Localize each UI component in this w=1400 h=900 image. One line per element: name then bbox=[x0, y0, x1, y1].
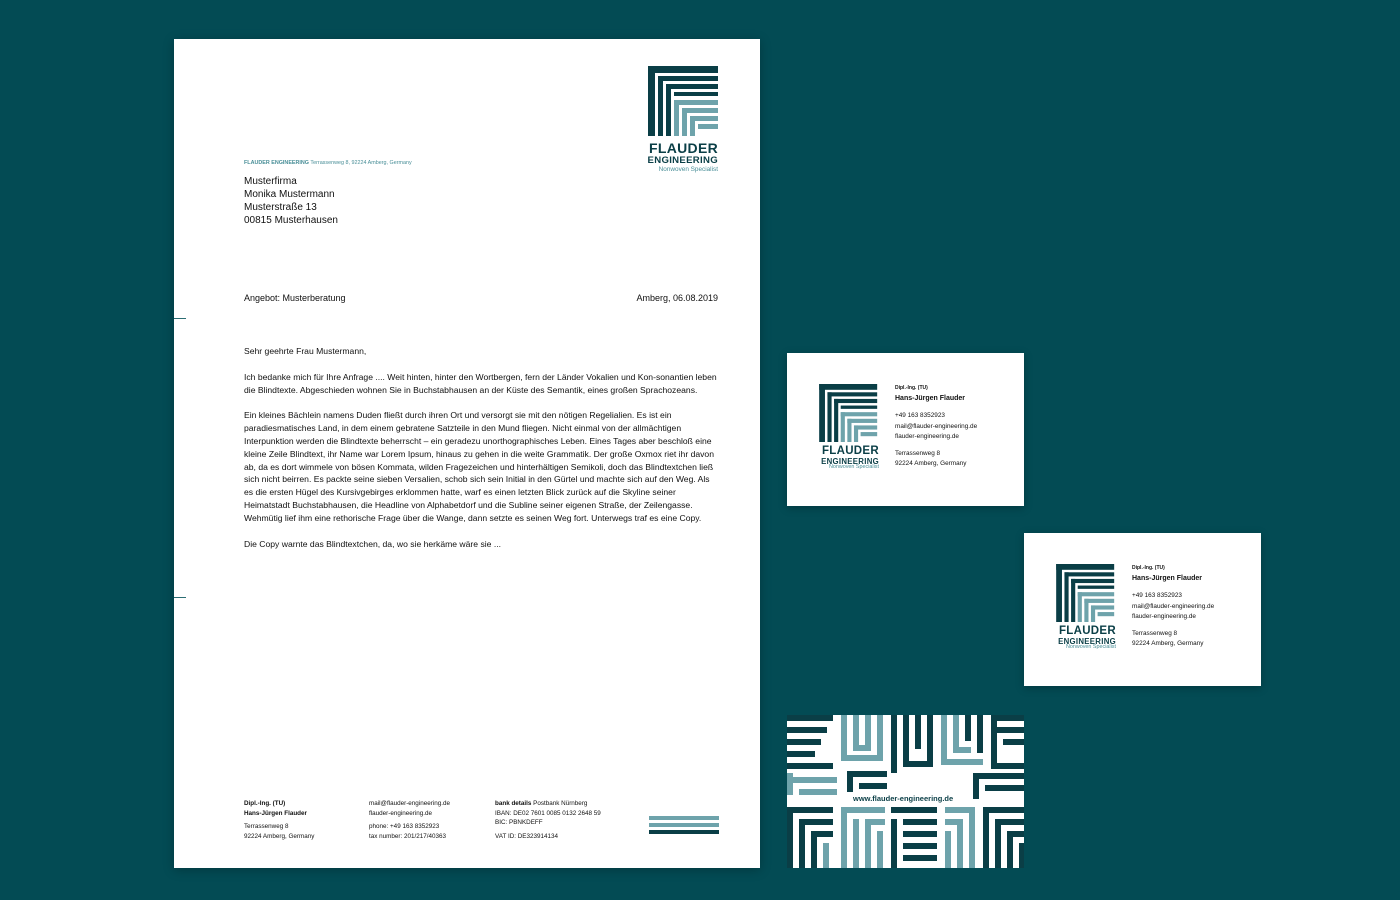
logo-line-3: Nonwoven Specialist bbox=[1065, 644, 1116, 651]
recipient-address bbox=[244, 175, 338, 227]
card-name: Hans-Jürgen Flauder bbox=[895, 394, 966, 402]
footer-tax: tax number: 201/217/40363 bbox=[369, 832, 447, 840]
card-email: mail@flauder-engineering.de bbox=[1132, 602, 1215, 610]
card-name: Hans-Jürgen Flauder bbox=[1132, 574, 1203, 582]
flauder-logo-mark bbox=[1056, 564, 1116, 622]
letterhead-sheet bbox=[174, 39, 760, 868]
footer-street: Terrassenweg 8 bbox=[244, 823, 289, 831]
footer-bic: BIC: PBNKDEFF bbox=[495, 819, 543, 827]
salutation: Sehr geehrte Frau Mustermann, bbox=[244, 346, 367, 356]
business-card-front bbox=[1024, 533, 1261, 686]
sender-name: FLAUDER ENGINEERING bbox=[244, 160, 309, 166]
footer-web: flauder-engineering.de bbox=[369, 809, 433, 817]
logo-wordmark bbox=[817, 446, 879, 471]
letter-body bbox=[244, 345, 718, 563]
footer-title: Dipl.-Ing. (TU) bbox=[244, 800, 286, 807]
letter-date: Amberg, 06.08.2019 bbox=[636, 293, 718, 303]
footer-bank-label: bank details bbox=[495, 800, 532, 807]
logo-line-2: ENGINEERING bbox=[1058, 636, 1116, 646]
flauder-logo-mark bbox=[648, 66, 720, 136]
logo-line-1: FLAUDER bbox=[821, 445, 879, 457]
footer-bank bbox=[495, 799, 601, 841]
footer-city: 92224 Amberg, Germany bbox=[244, 832, 315, 840]
footer-stripes-mark bbox=[649, 816, 719, 839]
card-city: 92224 Amberg, Germany bbox=[1132, 640, 1204, 647]
sender-address: Terrassenweg 8, 92224 Amberg, Germany bbox=[310, 160, 412, 166]
card-web: flauder-engineering.de bbox=[895, 433, 959, 440]
logo-line-2: ENGINEERING bbox=[821, 456, 879, 466]
body-paragraph: Die Copy warnte das Blindtextchen, da, wo sie herkäme wäre sie ... bbox=[244, 538, 501, 549]
recipient-city: 00815 Musterhausen bbox=[244, 215, 338, 226]
card-title: Dipl.-Ing. (TU) bbox=[895, 385, 928, 391]
card-street: Terrassenweg 8 bbox=[1132, 629, 1178, 637]
footer-bank-name: Postbank Nürnberg bbox=[533, 800, 588, 807]
footer-phone: phone: +49 163 8352923 bbox=[369, 823, 440, 831]
card-phone: +49 163 8352923 bbox=[1132, 592, 1182, 599]
footer-communication bbox=[369, 799, 450, 841]
logo-line-3: Nonwoven Specialist bbox=[828, 464, 879, 471]
recipient-street: Musterstraße 13 bbox=[244, 202, 317, 213]
card-phone: +49 163 8352923 bbox=[895, 412, 945, 419]
recipient-company: Musterfirma bbox=[244, 176, 297, 187]
fold-mark bbox=[174, 318, 186, 319]
sender-line bbox=[244, 160, 412, 166]
body-paragraph: Ich bedanke mich für Ihre Anfrage .... Weit hinten, hinter den Wortbergen, fern der Länder Vokalien und Kon-sonantien leben die Blindtexte. Abgeschieden wohnen Sie in Buchstabhausen an der Küste des Semantik, eines großen Sprachozeans. bbox=[244, 371, 717, 395]
card-details bbox=[895, 383, 977, 470]
flauder-logo-mark bbox=[819, 384, 879, 442]
footer-vat: VAT ID: DE323914134 bbox=[495, 832, 559, 840]
footer-iban: IBAN: DE02 7601 0085 0132 2648 59 bbox=[495, 809, 601, 817]
business-card-front bbox=[787, 353, 1024, 506]
logo-line-2: ENGINEERING bbox=[647, 155, 718, 166]
logo-line-1: FLAUDER bbox=[649, 140, 718, 156]
footer-contact bbox=[244, 799, 314, 841]
logo-wordmark bbox=[648, 141, 718, 173]
recipient-name: Monika Mustermann bbox=[244, 189, 335, 200]
logo-line-1: FLAUDER bbox=[1058, 625, 1116, 637]
card-details bbox=[1132, 563, 1214, 650]
card-web: flauder-engineering.de bbox=[1132, 613, 1196, 620]
card-city: 92224 Amberg, Germany bbox=[895, 460, 967, 467]
letter-subject: Angebot: Musterberatung bbox=[244, 293, 346, 303]
card-email: mail@flauder-engineering.de bbox=[895, 422, 978, 430]
card-website-label: www.flauder-engineering.de bbox=[847, 792, 959, 805]
footer-email: mail@flauder-engineering.de bbox=[369, 800, 450, 807]
logo-wordmark bbox=[1054, 626, 1116, 651]
card-title: Dipl.-Ing. (TU) bbox=[1132, 565, 1165, 571]
card-street: Terrassenweg 8 bbox=[895, 449, 941, 457]
footer-name: Hans-Jürgen Flauder bbox=[244, 809, 307, 817]
body-paragraph: Ein kleines Bächlein namens Duden fließt durch ihren Ort und versorgt sie mit den nötigen Regelialien. Es ist ein paradiesmatisches Land, in dem einem gebratene Satzteile in den Mund fliegen. Nicht einmal von der allmächtigen Interpunktion werden die Blindtexte beherrscht – ein geradezu unorthographisches Leben. Eines Tages aber beschloß eine kleine Zeile Blindtext, ihr Name war Lorem Ipsum, hinaus zu gehen in die weite Grammatik. Der große Oxmox riet ihr davon ab, da es dort wimmele von bösen Kommata, wilden Fragezeichen und hinterhältigen Semikoli, doch das Blindtextchen ließ sich nicht beirren. Es packte seine sieben Versalien, schob sich sein Initial in den Gürtel und machte sich auf den Weg. Als es die ersten Hügel des Kursivgebirges erklommen hatte, warf es einen letzten Blick zurück auf die Skyline seiner Heimatstadt Buchstabhausen, die Headline von Alphabetdorf und die Subline seiner eigenen Straße, der Zeilengasse. Wehmütig lief ihm eine rethorische Frage über die Wange, dann setzte es seinen Weg fort. Unterwegs traf es eine Copy. bbox=[244, 410, 714, 523]
logo-line-3: Nonwoven Specialist bbox=[658, 165, 718, 173]
fold-mark bbox=[174, 597, 186, 598]
